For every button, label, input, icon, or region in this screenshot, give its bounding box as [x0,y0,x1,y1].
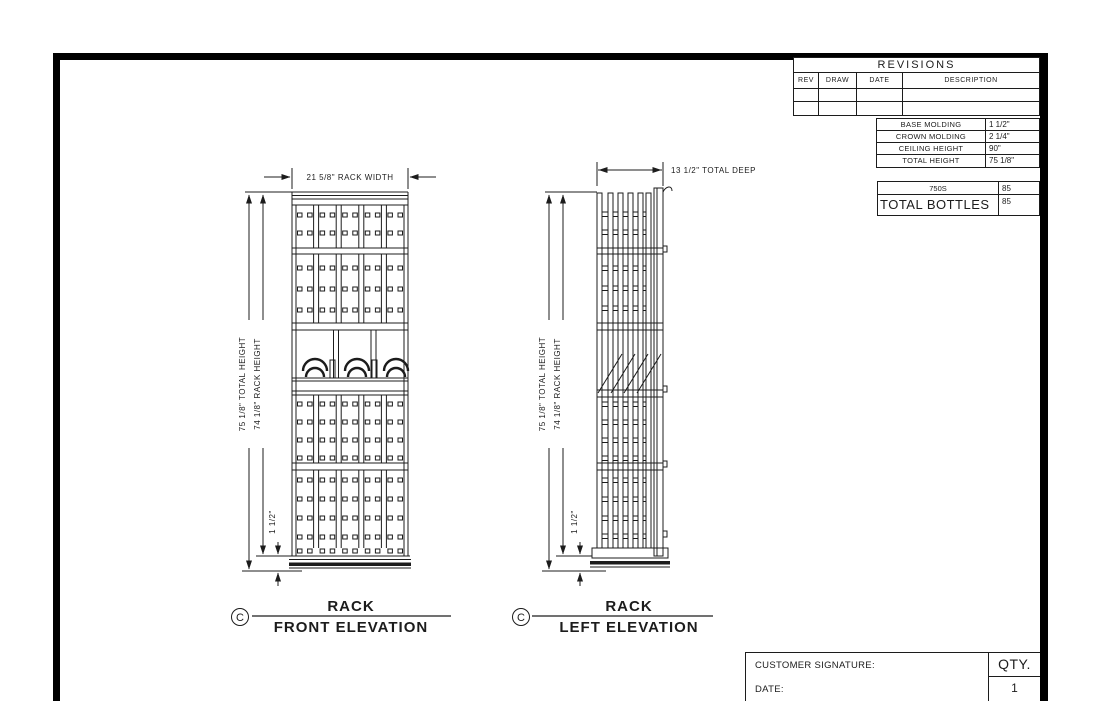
revisions-empty-cell [903,89,1039,102]
front-rack-outline [289,192,411,568]
left-depth-dimension [597,162,756,186]
spec-base-molding-label: BASE MOLDING [877,119,986,130]
revisions-col-description: DESCRIPTION [903,73,1039,89]
front-width-dimension [264,168,436,189]
front-title-elevation: FRONT ELEVATION [273,619,429,636]
spec-ceiling-height-value: 90" [989,144,1001,153]
svg-text:1 1/2": 1 1/2" [570,510,579,534]
revisions-empty-cell [857,102,903,115]
revisions-empty-cell [819,89,857,102]
left-title-elevation: LEFT ELEVATION [559,619,699,636]
left-rack-display-shelf [598,354,661,393]
front-title-rack: RACK [327,598,375,615]
svg-text:13 1/2" TOTAL DEEP: 13 1/2" TOTAL DEEP [671,166,756,175]
left-rack-slats [597,193,651,548]
revisions-col-rev: REV [794,73,819,89]
revisions-empty-cell [794,89,819,102]
revisions-empty-cell [857,89,903,102]
revisions-empty-cell [819,102,857,115]
bottles-total-value: 85 [998,195,1039,215]
left-height-dimensions [538,192,597,569]
revisions-col-date: DATE [857,73,903,89]
total-bottles-table [877,181,1040,216]
revisions-empty-cell [903,102,1039,115]
front-rack-display-bottles [303,359,408,378]
spec-total-height-value: 75 1/8" [989,156,1015,165]
revisions-title: REVISIONS [794,58,1039,73]
spec-base-molding-value: 1 1/2" [989,120,1010,129]
front-mark-letter: C [236,612,244,624]
revisions-col-draw: DRAW [819,73,857,89]
svg-text:74 1/8" RACK HEIGHT: 74 1/8" RACK HEIGHT [553,338,562,430]
signature-block [745,652,1040,701]
front-elevation-title [232,598,452,636]
svg-text:74 1/8" RACK HEIGHT: 74 1/8" RACK HEIGHT [253,338,262,430]
revisions-table [793,57,1040,116]
customer-signature-label: CUSTOMER SIGNATURE: [755,660,875,671]
date-label: DATE: [755,684,784,695]
spec-table [876,118,1040,168]
left-mark-letter: C [517,612,525,624]
bottles-total-label: TOTAL BOTTLES [880,197,990,212]
front-base-dimension [242,510,302,586]
qty-value: 1 [1011,681,1018,695]
revisions-empty-cell [794,102,819,115]
spec-ceiling-height-label: CEILING HEIGHT [877,143,986,154]
spec-crown-molding-value: 2 1/4" [989,132,1010,141]
bottles-size-value: 85 [998,182,1039,195]
spec-crown-molding-label: CROWN MOLDING [877,131,986,142]
svg-text:75 1/8" TOTAL HEIGHT: 75 1/8" TOTAL HEIGHT [538,336,547,432]
left-elevation-title [513,598,714,636]
svg-text:1 1/2": 1 1/2" [268,510,277,534]
svg-text:21 5/8" RACK WIDTH: 21 5/8" RACK WIDTH [306,173,394,182]
left-title-rack: RACK [605,598,653,615]
spec-total-height-label: TOTAL HEIGHT [877,155,986,167]
qty-label: QTY. [989,653,1040,677]
bottles-size-label: 750S [929,184,947,193]
front-height-dimensions [238,192,292,569]
svg-text:75 1/8" TOTAL HEIGHT: 75 1/8" TOTAL HEIGHT [238,336,247,432]
